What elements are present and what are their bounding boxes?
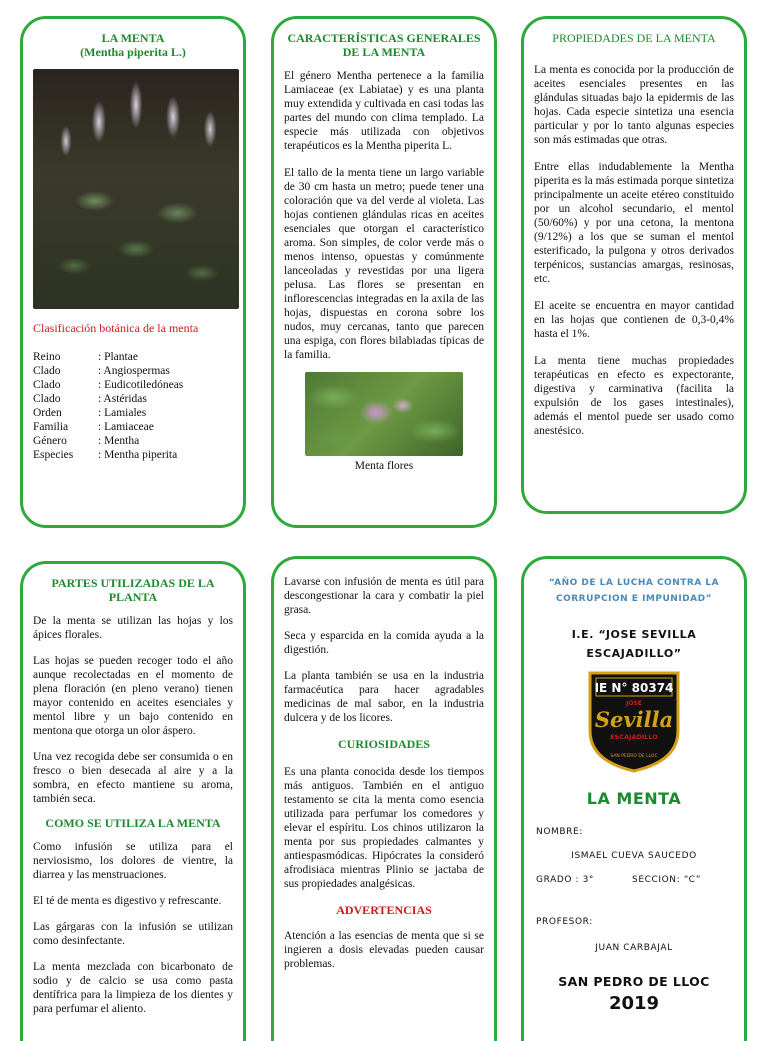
paragraph: El tallo de la menta tiene un largo variable de 30 cm hasta un metro; puede tener una coloración que va del verde al violeta. Las hojas contienen glándulas ricas en aceites esenciales que otorgan el característico aroma. Son simples, de color verde más o menos intenso, opuestas y comúnmente lanceoladas y revestidas por una ligera pelusa. Las flores se presentan en inflorescencias integradas en la axila de las hojas, dispuestas en corona sobre los nudos, muy cercanas, tanto que parecen una espiga, con flores bilabiadas típicas de la familia.	[284, 167, 484, 361]
panel-propiedades	[521, 16, 747, 514]
classification-row: Género : Mentha	[33, 435, 140, 447]
classification-row: Reino : Plantae	[33, 351, 138, 363]
mint-flowers-photo	[305, 372, 463, 456]
paragraph: Lavarse con infusión de menta es útil para descongestionar la cara y combatir la piel grasa.	[284, 576, 484, 616]
classification-row: Orden : Lamiales	[33, 407, 147, 419]
grado-label: GRADO : 3°	[536, 875, 595, 885]
paragraph: Seca y esparcida en la comida ayuda a la digestión.	[284, 630, 484, 656]
paragraph: La menta tiene muchas propiedades terapéuticas en efecto es expectorante, digestiva y carminativa (facilita la expulsión de los gases intestinales), además el mentol puede ser usado como anestésico.	[534, 355, 734, 437]
classification-row: Clado : Astéridas	[33, 393, 147, 405]
panel-title: PROPIEDADES DE LA MENTA	[552, 31, 716, 45]
paragraph: De la menta se utilizan las hojas y los ápices florales.	[33, 615, 233, 641]
paragraph: La planta también se usa en la industria farmacéutica para hacer agradables medicinas de mal sabor, en la industria dulcera y de los licores.	[284, 670, 484, 724]
emblem-sub-text: ESCAJADILLO	[610, 733, 658, 741]
classification-row: Clado : Angiospermas	[33, 365, 170, 377]
classification-row: Especies : Mentha piperita	[33, 449, 178, 461]
place: SAN PEDRO DE LLOC	[558, 974, 710, 989]
title-text: LA MENTA	[101, 31, 165, 45]
panel-title	[33, 31, 233, 59]
shield-icon	[586, 669, 682, 773]
paragraph: Como infusión se utiliza para el nerviosismo, los dolores de vientre, la diarrea y las menstruaciones.	[33, 841, 233, 881]
year: 2019	[608, 993, 660, 1014]
school-emblem	[586, 669, 682, 773]
paragraph: Una vez recogida debe ser consumida o en fresco o bien desecada al aire y a la sombra, en efecto mantiene su aroma, también seca.	[33, 751, 233, 805]
panel-caracteristicas	[271, 16, 497, 528]
emblem-bottom-text: SAN PEDRO DE LLOC	[610, 754, 658, 759]
panel-la-menta	[20, 16, 246, 528]
nombre-label: NOMBRE:	[536, 827, 583, 837]
emblem-top-text: IE N° 80374	[594, 681, 674, 695]
section-title: COMO SE UTILIZA LA MENTA	[45, 816, 221, 830]
emblem-name-text: Sevilla	[594, 707, 674, 732]
paragraph: Entre ellas indudablemente la Mentha piperita es la más estimada porque sintetiza principalmente un aceite etéreo constituido por un alcohol secundario, el mentol (50/60%) y por una cetona, la mentona (9/12%) a los que se suman el mentol esterificado, la pulgona y otros derivados terpénicos, sustancias amargas, resinosas, etc.	[534, 161, 734, 285]
nombre-value: ISMAEL CUEVA SAUCEDO	[571, 851, 697, 861]
profesor-label: PROFESOR:	[536, 917, 593, 927]
classification-title: Clasificación botánica de la menta	[33, 321, 199, 335]
profesor-value: JUAN CARBAJAL	[595, 943, 673, 953]
paragraph: Atención a las esencias de menta que si se ingieren a dosis elevadas pueden causar problemas.	[284, 930, 484, 970]
panel-partes-utilizadas	[20, 561, 246, 1041]
emblem-small-text: JOSE	[626, 700, 642, 707]
panel-cover	[521, 556, 747, 1041]
classification-row: Clado : Eudicotiledóneas	[33, 379, 184, 391]
grado-seccion-row	[536, 874, 734, 886]
classification-row: Familia : Lamiaceae	[33, 421, 154, 433]
motto: “AÑO DE LA LUCHA CONTRA LA CORRUPCION E IMPUNIDAD”	[548, 578, 720, 604]
panel-usos-curiosidades	[271, 556, 497, 1041]
subtitle-text: (Mentha piperita L.)	[80, 45, 186, 59]
paragraph: El aceite se encuentra en mayor cantidad en las hojas que contienen de 0,3-0,4% hasta el 1%.	[534, 300, 734, 340]
paragraph: La menta es conocida por la producción de aceites esenciales presentes en las glándulas situadas bajo la epidermis de las hojas. Cada especie sintetiza una esencia particular y por lo tanto algunas especies son más estimadas que otras.	[534, 64, 734, 146]
mint-plant-photo	[33, 69, 239, 309]
classification-list	[33, 350, 233, 462]
paragraph: El género Mentha pertenece a la familia Lamiaceae (ex Labiatae) y es una planta muy extendida y cultivada en casi todas las partes del mundo con clima templado. La especie más utilizada con objetivos terapéuticos es la Mentha piperita L.	[284, 70, 484, 152]
cover-title: LA MENTA	[586, 789, 682, 808]
panel-title: CARACTERÍSTICAS GENERALES DE LA MENTA	[287, 31, 481, 59]
paragraph: Es una planta conocida desde los tiempos más antiguos. También en el antiguo testamento se cita la menta como esencia utilizada para perfumar los comedores y elevar el espíritu. Los chinos utilizaron la menta por sus propiedades calmantes y antiespasmódicas. Hipócrates la consideró afrodisiaca mientras Plinio se jactaba de sus propiedades analgésicas.	[284, 766, 484, 890]
advertencias-title: ADVERTENCIAS	[336, 903, 432, 917]
seccion-label: SECCION: “C”	[632, 875, 701, 885]
curiosidades-title: CURIOSIDADES	[337, 737, 431, 751]
panel-title: PARTES UTILIZADAS DE LA PLANTA	[51, 576, 215, 604]
paragraph: La menta mezclada con bicarbonato de sodio y de calcio se usa como pasta dentífrica para la limpieza de los dientes y para perfumar el aliento.	[33, 961, 233, 1015]
paragraph: El té de menta es digestivo y refrescante.	[33, 895, 222, 907]
photo-caption: Menta flores	[354, 460, 414, 472]
school-name: I.E. “JOSE SEVILLA ESCAJADILLO”	[571, 628, 697, 660]
paragraph: Las hojas se pueden recoger todo el año aunque recolectadas en el momento de plena floración (en pleno verano) tienen mayor contenido en aceites esenciales y mentol libre y un bajo contenido en mentona que otorga un olor áspero.	[33, 655, 233, 737]
paragraph: Las gárgaras con la infusión se utilizan como desinfectante.	[33, 921, 233, 947]
